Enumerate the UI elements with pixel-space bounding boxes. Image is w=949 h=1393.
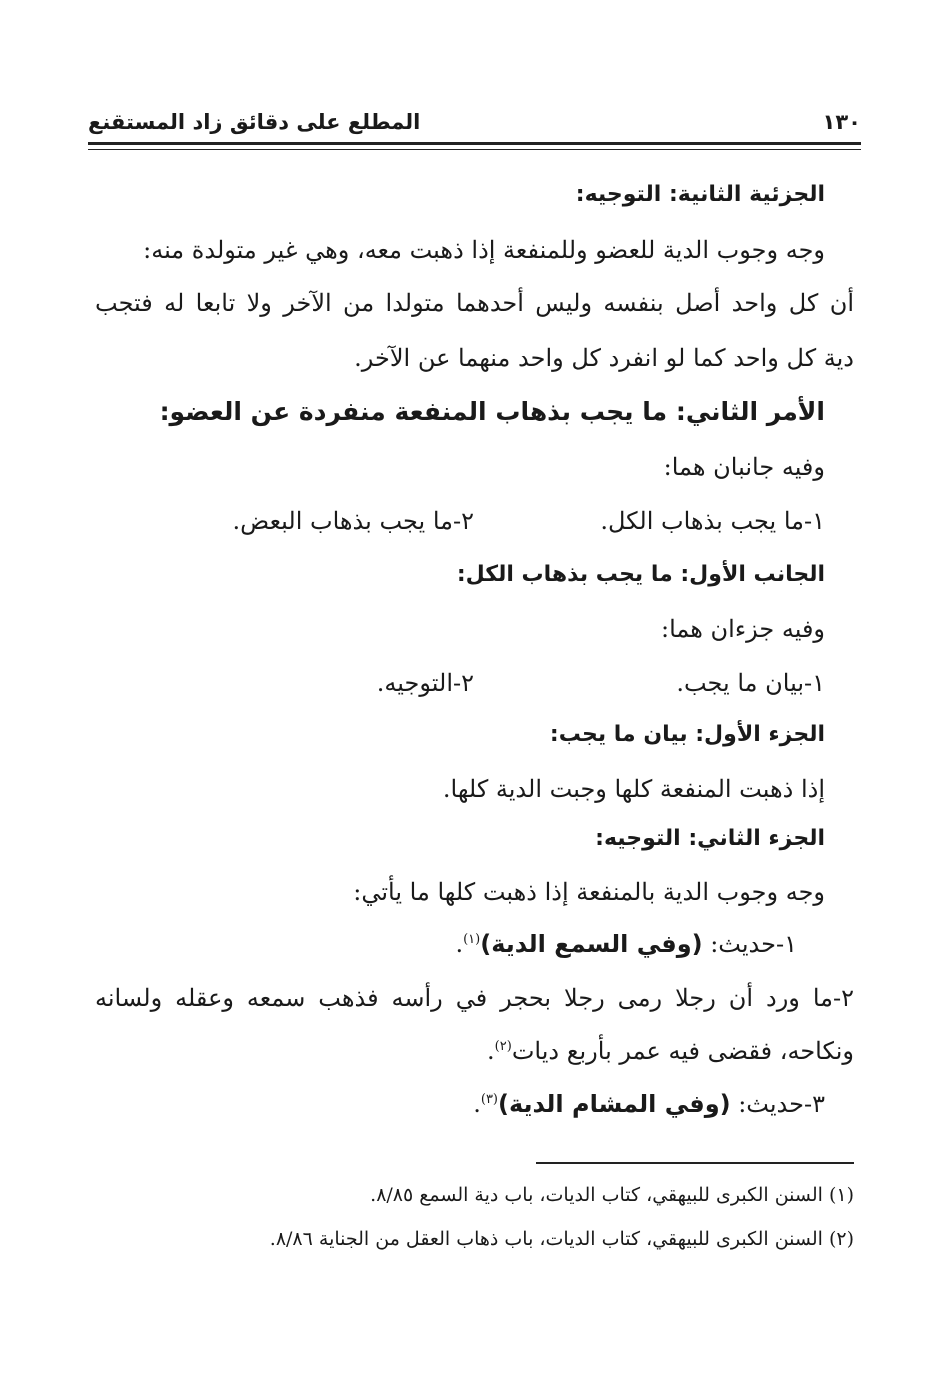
footnote: (٢) السنن الكبرى للبيهقي، كتاب الديات، باب ذهاب العقل من الجناية ٨/٨٦. bbox=[269, 1228, 854, 1250]
paragraph-text: ونكاحه، فقضى فيه عمر بأربع ديات bbox=[511, 1037, 854, 1065]
paragraph-line: ونكاحه، فقضى فيه عمر بأربع ديات$^{(٢)}$. bbox=[487, 1037, 854, 1065]
list-item: ٢-ما يجب بذهاب البعض. bbox=[232, 507, 474, 535]
section-heading: الجزء الأول: بيان ما يجب: bbox=[549, 722, 825, 747]
footnote-ref: (١) bbox=[463, 932, 481, 947]
header-rule-thin bbox=[88, 149, 861, 150]
paragraph-line: إذا ذهبت المنفعة كلها وجبت الدية كلها. bbox=[442, 775, 825, 803]
paragraph-line: وفيه جزءان هما: bbox=[660, 615, 825, 643]
hadith-quote: (وفي المشام الدية) bbox=[498, 1090, 731, 1118]
paragraph-line: دية كل واحد كما لو انفرد كل واحد منهما عن الآخر. bbox=[354, 344, 854, 372]
header-rule-thick bbox=[88, 142, 861, 145]
hadith-item: ١-حديث: (وفي السمع الدية)$^{(١)}$. bbox=[455, 930, 797, 958]
paragraph-line: وجه وجوب الدية بالمنفعة إذا ذهبت كلها ما يأتي: bbox=[353, 878, 825, 906]
list-item: ١-بيان ما يجب. bbox=[676, 669, 825, 697]
page-header bbox=[88, 108, 861, 142]
main-heading: الأمر الثاني: ما يجب بذهاب المنفعة منفردة عن العضو: bbox=[159, 397, 825, 426]
footnote-ref: (٢) bbox=[494, 1039, 512, 1054]
page-number: ١٣٠ bbox=[822, 110, 861, 134]
list-item: ٢-التوجيه. bbox=[376, 669, 474, 697]
hadith-prefix: ١-حديث: bbox=[702, 930, 797, 958]
paragraph-line: وجه وجوب الدية للعضو وللمنفعة إذا ذهبت معه، وهي غير متولدة منه: bbox=[143, 236, 825, 264]
hadith-quote: (وفي السمع الدية) bbox=[480, 930, 703, 958]
paragraph-line: ٢-ما ورد أن رجلا رمى رجلا بحجر في رأسه فذهب سمعه وعقله ولسانه bbox=[95, 984, 854, 1012]
list-item: ١-ما يجب بذهاب الكل. bbox=[600, 507, 825, 535]
footnote-ref: (٣) bbox=[480, 1092, 498, 1107]
footnote-separator bbox=[536, 1162, 854, 1164]
footnote: (١) السنن الكبرى للبيهقي، كتاب الديات، باب دية السمع ٨/٨٥. bbox=[370, 1184, 854, 1206]
book-title: المطلع على دقائق زاد المستقنع bbox=[88, 110, 421, 134]
paragraph-line: وفيه جانبان هما: bbox=[663, 453, 825, 481]
section-heading: الجزئية الثانية: التوجيه: bbox=[575, 182, 825, 207]
hadith-item: ٣-حديث: (وفي المشام الدية)$^{(٣)}$. bbox=[473, 1090, 825, 1118]
hadith-prefix: ٣-حديث: bbox=[730, 1090, 825, 1118]
paragraph-line: أن كل واحد أصل بنفسه وليس أحدهما متولدا من الآخر ولا تابعا له فتجب bbox=[95, 289, 855, 317]
section-heading: الجانب الأول: ما يجب بذهاب الكل: bbox=[456, 562, 825, 587]
section-heading: الجزء الثاني: التوجيه: bbox=[595, 826, 825, 851]
